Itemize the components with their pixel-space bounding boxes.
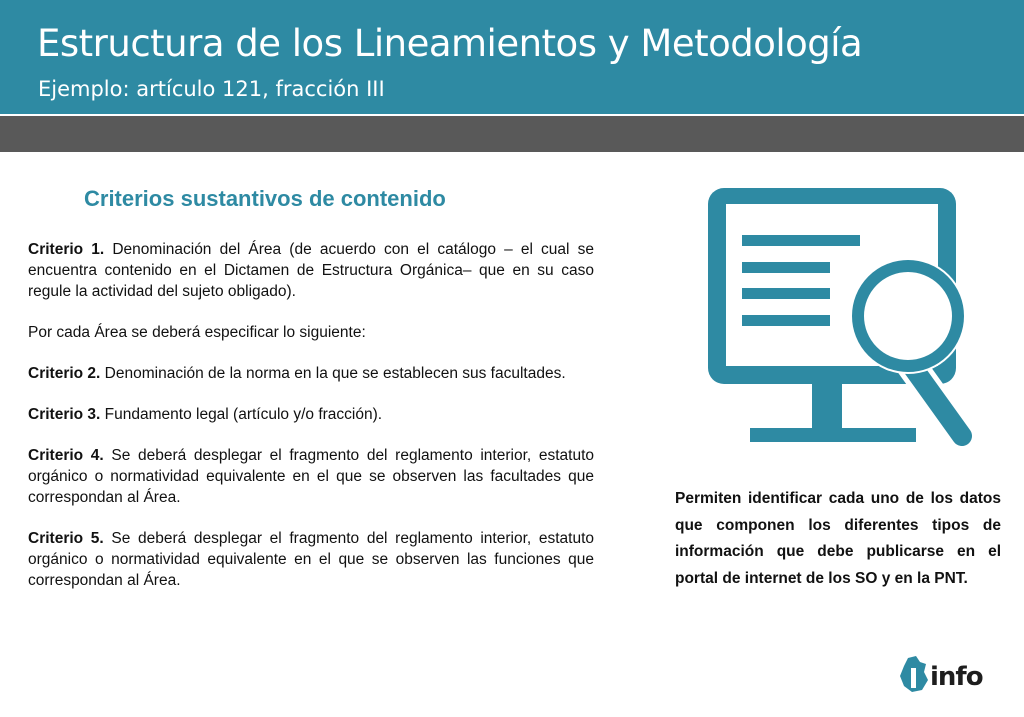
criterion-text: Se deberá desplegar el fragmento del reglamento interior, estatuto orgánico o normatividad equivalente en el que se observen las funciones que correspondan al Área.	[28, 530, 595, 589]
criterion-label: Criterio 2.	[28, 365, 101, 382]
logo-bar	[911, 668, 916, 688]
criterion-2	[28, 363, 594, 384]
criteria-intro	[28, 322, 594, 343]
criterion-text: Denominación del Área (de acuerdo con el catálogo – el cual se encuentra contenido en el Dictamen de Estructura Orgánica– que en su caso regule la actividad del sujeto obligado).	[28, 241, 595, 300]
criterion-text: Denominación de la norma en la que se establecen sus facultades.	[100, 365, 566, 382]
page-subtitle: Ejemplo: artículo 121, fracción III	[38, 77, 385, 101]
screen-line	[742, 288, 830, 299]
side-note: Permiten identificar cada uno de los datos que componen los diferentes tipos de información que debe publicarse en el portal de internet de los SO y en la PNT.	[675, 490, 1001, 587]
criterion-label: Criterio 4.	[28, 447, 104, 464]
magnifier-lens	[858, 266, 958, 366]
monitor-magnifier-icon	[700, 182, 980, 462]
criterion-1	[28, 239, 594, 302]
criterion-text: Se deberá desplegar el fragmento del reglamento interior, estatuto orgánico o normatividad equivalente en el que se observen las facultades que correspondan al Área.	[28, 447, 595, 506]
criterion-label: Criterio 3.	[28, 406, 101, 423]
criterion-text: Fundamento legal (artículo y/o fracción).	[100, 406, 383, 423]
criterion-label: Criterio 5.	[28, 530, 104, 547]
criterion-3	[28, 404, 594, 425]
screen-line	[742, 235, 860, 246]
gray-band	[0, 116, 1024, 152]
screen-line	[742, 262, 830, 273]
page-title: Estructura de los Lineamientos y Metodología	[37, 22, 863, 65]
screen-line	[742, 315, 830, 326]
criterion-5	[28, 528, 594, 591]
logo-text: info	[930, 662, 983, 692]
criterion-label: Criterio 1.	[28, 241, 105, 258]
criteria-list	[28, 239, 594, 611]
criterion-4	[28, 445, 594, 508]
section-heading: Criterios sustantivos de contenido	[84, 186, 446, 211]
criterion-text: Por cada Área se deberá especificar lo siguiente:	[28, 324, 366, 341]
monitor-base	[750, 428, 916, 442]
monitor-neck	[812, 384, 842, 428]
